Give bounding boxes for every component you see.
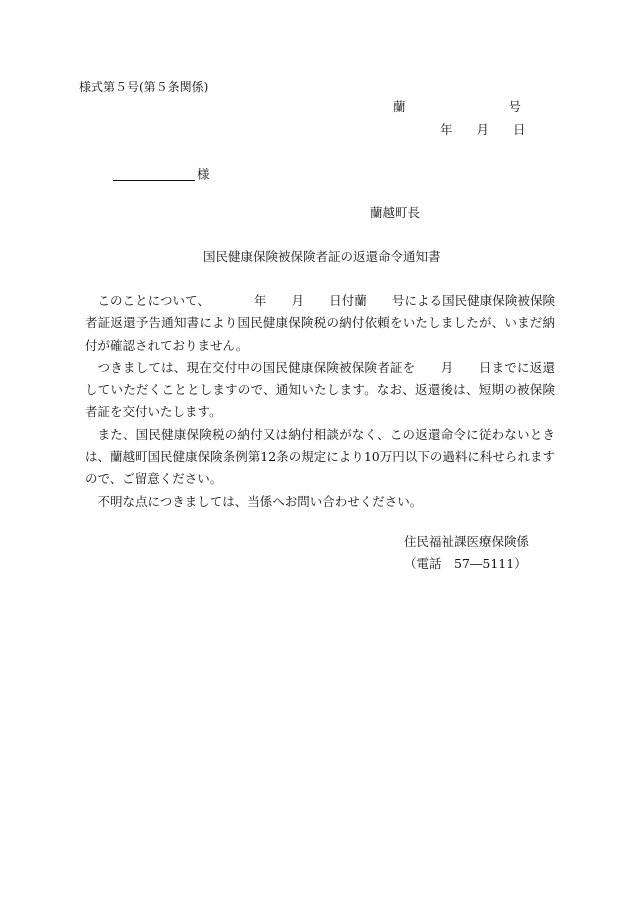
recipient-name-blank xyxy=(113,168,195,181)
body-paragraph: 不明な点につきましては、当係へお問い合わせください。 xyxy=(97,493,423,509)
recipient xyxy=(113,168,210,181)
document-number-prefix: 蘭 xyxy=(393,99,406,114)
date-day-label: 日 xyxy=(513,122,526,137)
document-date xyxy=(440,124,526,137)
issuer: 蘭越町長 xyxy=(370,205,421,220)
date-month-label: 月 xyxy=(476,122,490,137)
body-text xyxy=(85,290,555,513)
form-number: 様式第５号(第５条関係) xyxy=(79,80,209,94)
document-title: 国民健康保険被保険者証の返還命令通知書 xyxy=(203,249,441,264)
body-paragraph: このことについて、 年 月 日付蘭 号による国民健康保険被保険者証返還予告通知書により国民健康保険税の納付依頼をいたしましたが、いまだ納付が確認されておりません。 xyxy=(85,293,555,353)
recipient-honorific: 様 xyxy=(197,166,210,182)
date-year-label: 年 xyxy=(440,122,453,137)
document-number-suffix: 号 xyxy=(508,99,521,114)
body-paragraph: つきましては、現在交付中の国民健康保険被保険者証を 月 日までに返還していただくこととしますので、通知いたします。なお、返還後は、短期の被保険者証を交付いたします。 xyxy=(85,359,555,420)
body-paragraph: また、国民健康保険税の納付又は納付相談がなく、この返還命令に従わないときは、蘭越町国民健康保険条例第12条の規定により10万円以下の過料に科せられますので、ご留意ください。 xyxy=(85,426,555,487)
contact-phone: （電話 57―5111） xyxy=(404,556,527,571)
contact-office: 住民福祉課医療保険係 xyxy=(404,534,530,549)
